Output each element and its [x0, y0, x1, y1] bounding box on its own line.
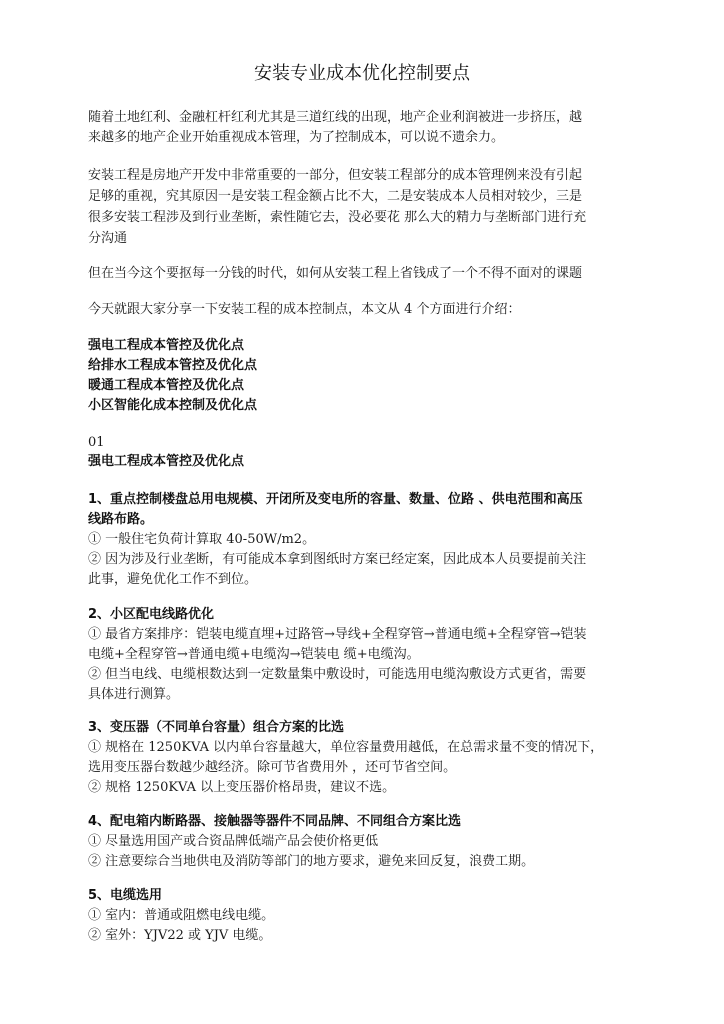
item-5-heading: 5、电缆选用 — [88, 888, 163, 903]
item-2-point-line-1: ① 最省方案排序：铠装电缆直埋+过路管→导线+全程穿管→普通电缆+全程穿管→铠装 — [88, 627, 587, 642]
item-1-point-line-1: ① 一般住宅负荷计算取 40-50W/m2。 — [88, 532, 316, 547]
item-2-point-line-4: 具体进行测算。 — [88, 687, 180, 702]
item-1-heading-line-1: 1、重点控制楼盘总用电规模、开闭所及变电所的容量、数量、位路 、供电范围和高压 — [88, 492, 583, 507]
para2-line-1: 安装工程是房地产开发中非常重要的一部分，但安装工程部分的成本管理例来没有引起 — [88, 168, 583, 183]
toc-item-2: 给排水工程成本管控及优化点 — [88, 358, 258, 373]
para2-line-2: 足够的重视，究其原因一是安装工程金额占比不大，二是安装成本人员相对较少，三是 — [88, 189, 583, 204]
toc-item-3: 暖通工程成本管控及优化点 — [88, 378, 245, 393]
section-number: 01 — [88, 435, 105, 450]
item-4-point-line-1: ① 尽量选用国产或合资品牌低端产品会使价格更低 — [88, 834, 379, 849]
item-4-heading: 4、配电箱内断路器、接触器等器件不同品牌、不同组合方案比选 — [88, 814, 462, 829]
item-5-point-line-2: ② 室外：YJV22 或 YJV 电缆。 — [88, 928, 272, 943]
item-1-heading-line-2: 线路布路。 — [88, 512, 154, 527]
para2-line-3: 很多安装工程涉及到行业垄断，索性随它去，没必要花 那么大的精力与垄断部门进行充 — [88, 210, 587, 225]
item-3-point-line-2: 选用变压器台数越少越经济。除可节省费用外 ，还可节省空间。 — [88, 760, 457, 775]
para3-line: 但在当今这个要抠每一分钱的时代，如何从安装工程上省钱成了一个不得不面对的课题 — [88, 266, 583, 281]
para2-line-4: 分沟通 — [88, 231, 128, 246]
item-1-point-line-2: ② 因为涉及行业垄断，有可能成本拿到图纸时方案已经定案，因此成本人员要提前关注 — [88, 552, 587, 567]
item-3-point-line-3: ② 规格 1250KVA 以上变压器价格昂贵，建议不选。 — [88, 780, 396, 795]
item-5-point-line-1: ① 室内：普通或阻燃电线电缆。 — [88, 908, 275, 923]
item-3-heading: 3、变压器（不同单台容量）组合方案的比选 — [88, 720, 345, 735]
toc-item-4: 小区智能化成本控制及优化点 — [88, 398, 258, 413]
item-1-point-line-3: 此事，避免优化工作不到位。 — [88, 572, 258, 587]
item-2-point-line-2: 电缆+全程穿管→普通电缆+电缆沟→铠装电 缆+电缆沟。 — [88, 647, 420, 662]
intro-line-1: 随着土地红利、金融杠杆红利尤其是三道红线的出现，地产企业利润被进一步挤压，越 — [88, 110, 583, 125]
item-4-point-line-2: ② 注意要综合当地供电及消防等部门的地方要求，避免来回反复，浪费工期。 — [88, 854, 535, 869]
item-2-heading: 2、小区配电线路优化 — [88, 607, 215, 622]
para4-line: 今天就跟大家分享一下安装工程的成本控制点，本文从 4 个方面进行介绍： — [88, 302, 521, 317]
document-title: 安装专业成本优化控制要点 — [254, 63, 470, 84]
toc-item-1: 强电工程成本管控及优化点 — [88, 338, 245, 353]
intro-line-2: 来越多的地产企业开始重视成本管理，为了控制成本，可以说不遗余力。 — [88, 130, 505, 145]
item-2-point-line-3: ② 但当电线、电缆根数达到一定数量集中敷设时，可能选用电缆沟敷设方式更省，需要 — [88, 667, 587, 682]
section-title: 强电工程成本管控及优化点 — [88, 454, 245, 469]
item-3-point-line-1: ① 规格在 1250KVA 以内单台容量越大，单位容量费用越低，在总需求量不变的情况下， — [88, 740, 604, 755]
